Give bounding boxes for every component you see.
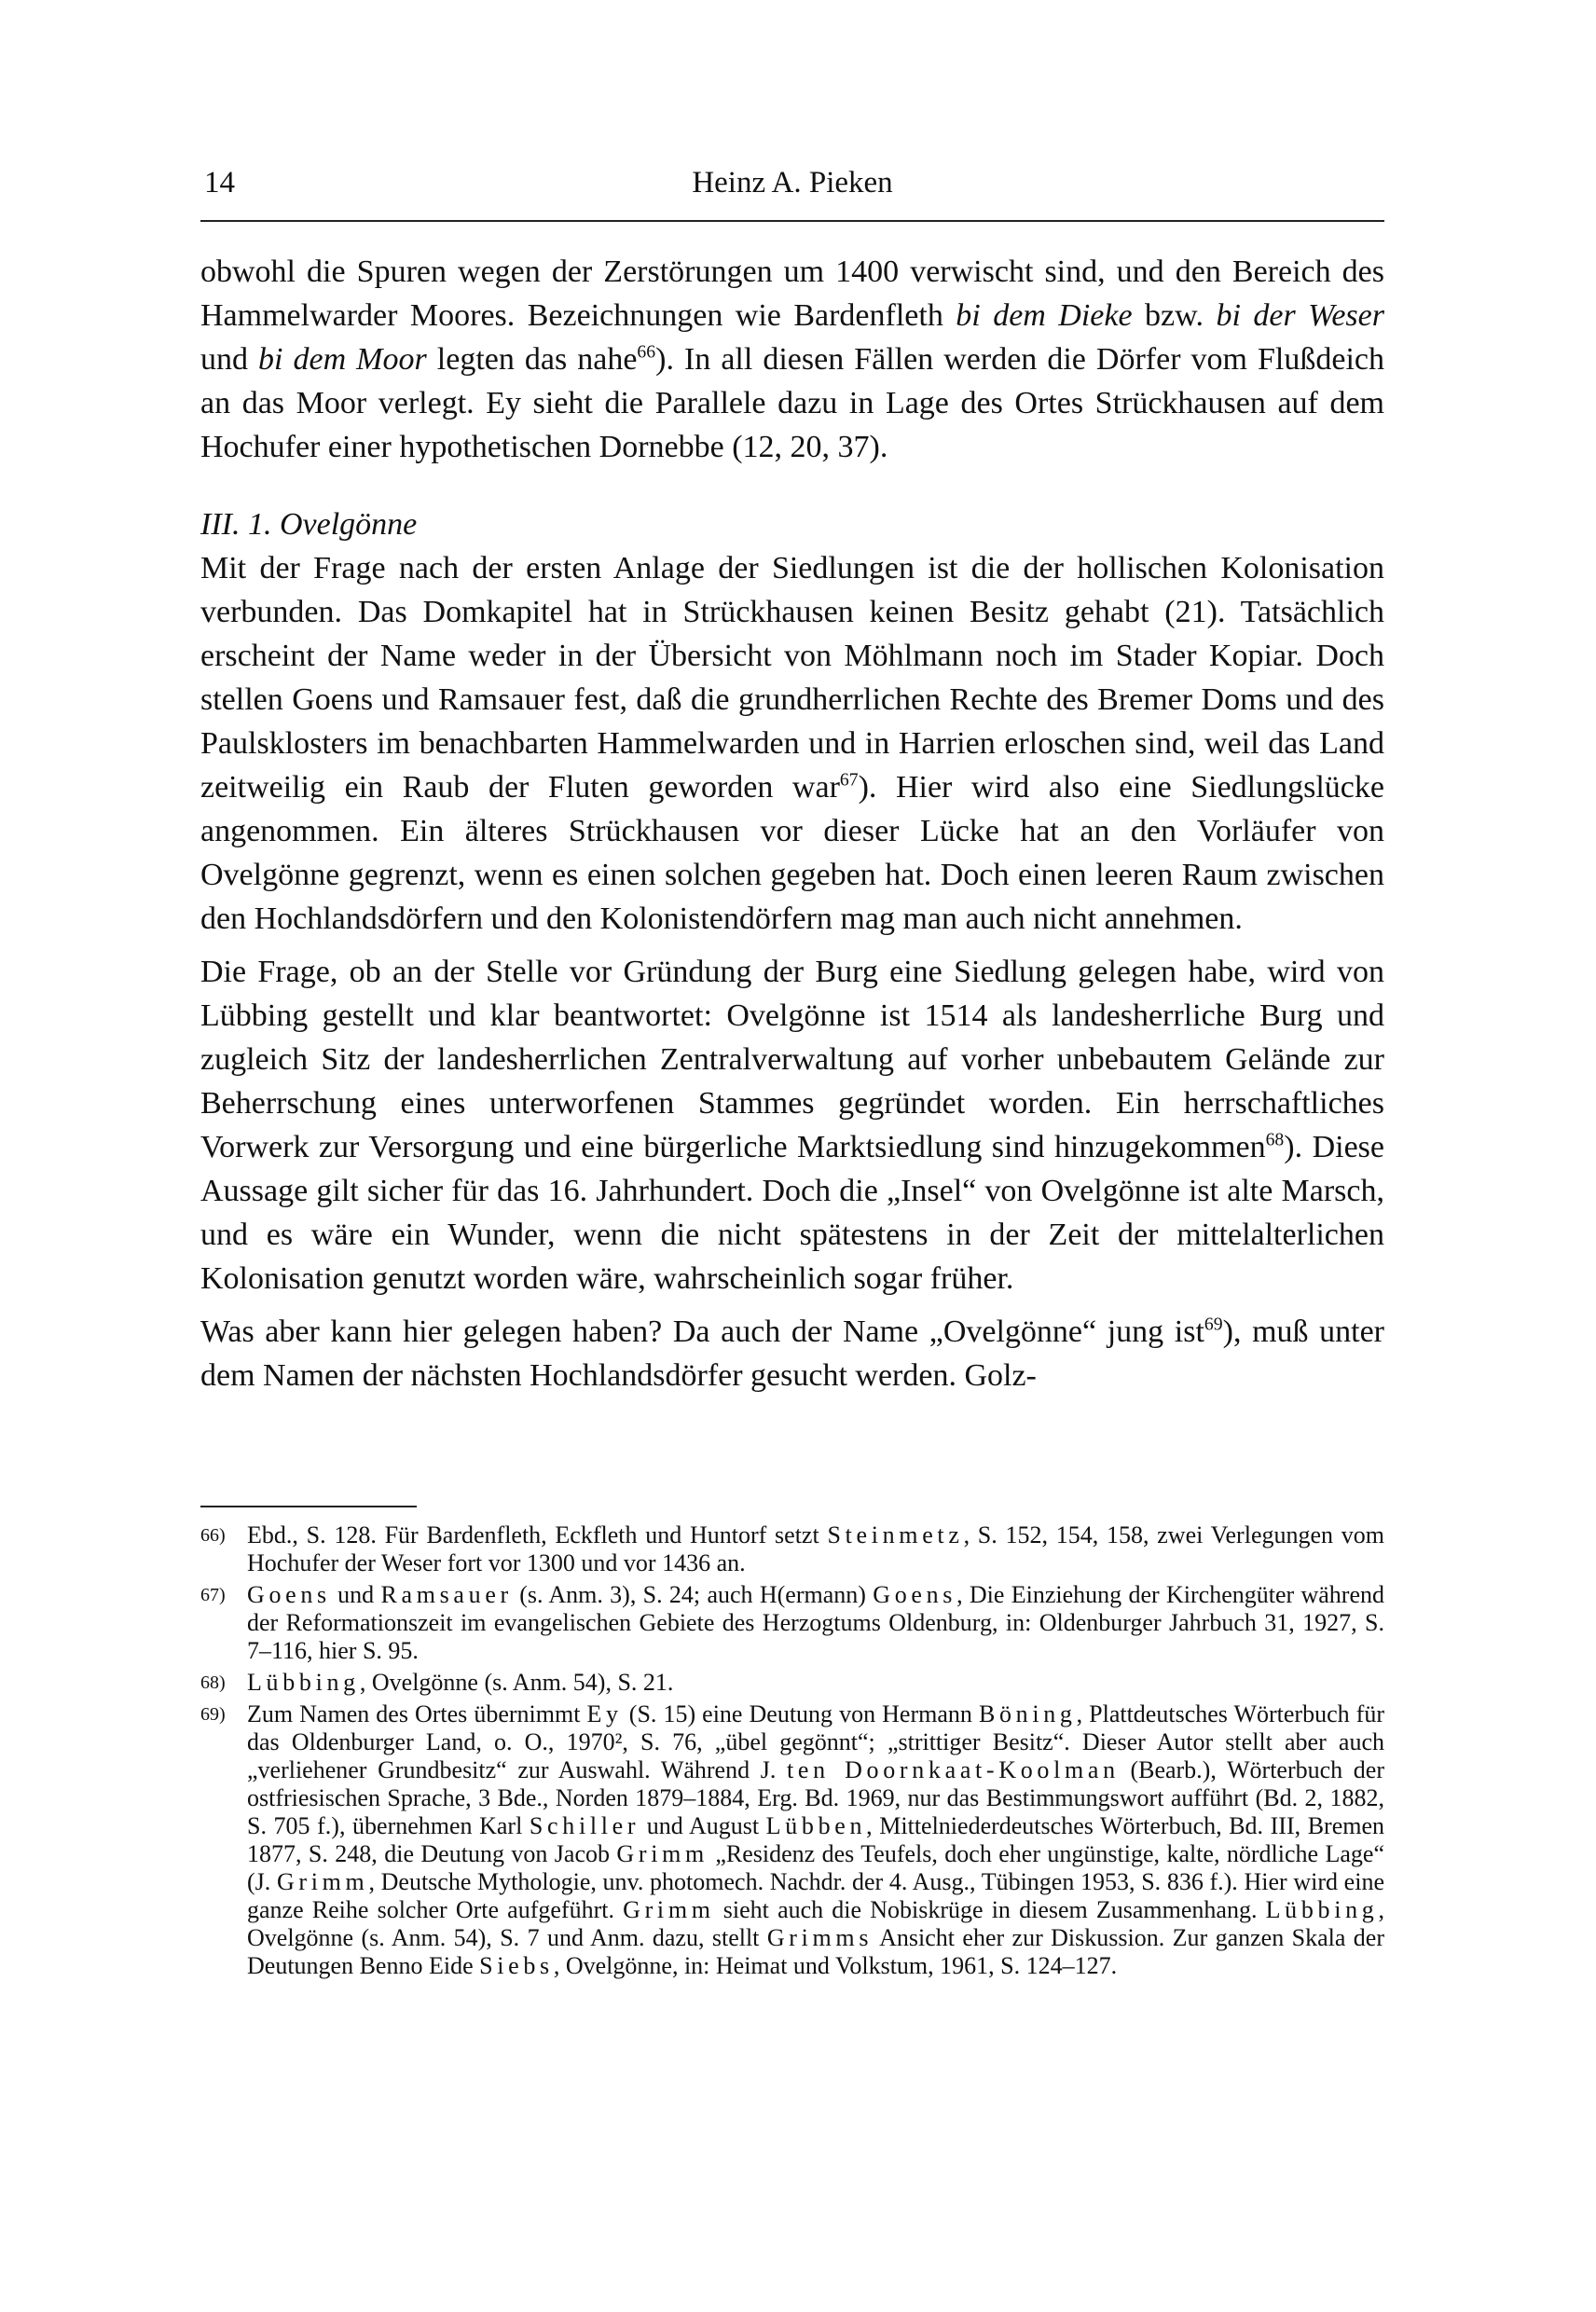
author-name: Böning [978, 1700, 1077, 1727]
text-run: obwohl die Spuren wegen der Zerstörungen um 1400 verwischt sind, und den Bereich des Hammelwarder Moores. Bezeichnungen wie Bardenfleth [200, 255, 1384, 333]
footnote-69 [200, 1700, 1384, 1980]
footnote-68 [200, 1669, 1384, 1697]
text-run: Die Frage, ob an der Stelle vor Gründung der Burg eine Siedlung gelegen habe, wird von Lübbing gestellt und klar beantwortet: Ovelgönne ist 1514 als landesherrliche Burg und zugleich Sitz der landesherrlichen Zentralverwaltung auf vorher unbebautem Gelände zur Beherrschung eines unterworfenen Stammes gegründet worden. Ein herrschaftliches Vorwerk zur Versorgung und eine bürgerliche Marktsiedlung sind hinzugekommen [200, 955, 1384, 1164]
body-text [200, 250, 1384, 1407]
text-run: (S. 15) eine Deutung von Hermann [622, 1700, 979, 1727]
author-name: Lübbing [247, 1669, 360, 1696]
text-run: , Deutsche Mythologie, unv. photomech. Nachdr. der 4. Ausg., Tübingen 1953, S. 836 f.). Hier wird eine ganze Reihe solcher Orte aufgeführt. [247, 1868, 1384, 1923]
footnote-marker: 69) [200, 1704, 226, 1725]
text-run: und [330, 1581, 381, 1608]
author-name: Schiller [529, 1812, 640, 1839]
running-title: Heinz A. Pieken [692, 166, 893, 200]
header-rule [200, 220, 1384, 222]
text-run: und [200, 342, 259, 377]
text-run: und August [640, 1812, 766, 1839]
text-run: (Bearb.), Wörterbuch der ostfriesischen Sprache, 3 Bde., Norden 1879–1884, Erg. Bd. 1969, nur das Bestimmungswort aufführt (Bd. 2, 1882, S. 705 f.), übernehmen Karl [247, 1756, 1384, 1839]
author-name: Grimm [623, 1896, 715, 1923]
text-run: legten das nahe [426, 342, 638, 377]
author-name: Grimm [616, 1840, 709, 1867]
footnote-67 [200, 1581, 1384, 1665]
paragraph-3 [200, 950, 1384, 1300]
text-run: Zum Namen des Ortes übernimmt [247, 1700, 587, 1727]
footnote-marker: 67) [200, 1585, 226, 1605]
footnote-marker: 68) [200, 1672, 226, 1693]
text-run: „Residenz des Teufels, doch eher ungünstige, kalte, nördliche Lage“ (J. [247, 1840, 1385, 1895]
text-run: bzw. [1132, 298, 1217, 333]
footnotes [200, 1521, 1384, 1984]
text-run: ), muß unter dem Namen der nächsten Hochlandsdörfer gesucht werden. Golz- [200, 1314, 1384, 1393]
italic-run: bi dem Dieke [956, 298, 1133, 333]
text-run: , S. 152, 154, 158, zwei Verlegungen vom Hochufer der Weser fort vor 1300 und vor 1436 an. [247, 1521, 1384, 1576]
text-run: , Plattdeutsches Wörterbuch für das Oldenburger Land, o. O., 1970², S. 76, „übel gegönnt“; „strittiger Besitz“. Dieser Autor stellt aber auch „verliehener Grundbesitz“ zur Auswahl. Während J. [247, 1700, 1384, 1783]
footnote-ref-67[interactable]: 67 [839, 769, 859, 791]
text-run: Was aber kann hier gelegen haben? Da auch der Name „Ovelgönne“ jung ist [200, 1314, 1204, 1349]
author-name: Grimms [766, 1924, 874, 1951]
footnote-66 [200, 1521, 1384, 1577]
text-run: , Ovelgönne (s. Anm. 54), S. 21. [359, 1669, 674, 1696]
author-name: Siebs [479, 1952, 554, 1979]
text-run: ). In all diesen Fällen werden die Dörfer vom Flußdeich an das Moor verlegt. Ey sieht die Parallele dazu in Lage des Ortes Strückhausen auf dem Hochufer einer hypothetischen Dornebbe (12, 20, 37). [200, 342, 1385, 464]
text-run: ). Hier wird also eine Siedlungslücke angenommen. Ein älteres Strückhausen vor dieser Lücke hat an den Vorläufer von Ovelgönne gegrenzt, wenn es einen solchen gegeben hat. Doch einen leeren Raum zwischen den Hochlandsdörfern und den Kolonistendörfern mag man auch nicht annehmen. [200, 770, 1384, 936]
author-name: Ramsauer [380, 1581, 513, 1608]
text-run: sieht auch die Nobiskrüge in diesem Zusammenhang. [714, 1896, 1266, 1923]
text-run: , Die Einziehung der Kirchengüter während der Reformationszeit im evangelischen Gebiete des Herzogtums Oldenburg, in: Oldenburger Jahrbuch 31, 1927, S. 7–116, hier S. 95. [247, 1581, 1384, 1664]
text-run: ). Diese Aussage gilt sicher für das 16. Jahrhundert. Doch die „Insel“ von Ovelgönne ist alte Marsch, und es wäre ein Wunder, wenn die nicht spätestens in der Zeit der mittelalterlichen Kolonisation genutzt worden wäre, wahrscheinlich sogar früher. [200, 1130, 1384, 1296]
footnote-ref-68[interactable]: 68 [1265, 1129, 1285, 1150]
author-name: Grimm [276, 1868, 369, 1895]
italic-run: bi dem Moor [258, 342, 427, 377]
footnote-ref-69[interactable]: 69 [1204, 1314, 1223, 1335]
author-name: Goens [873, 1581, 957, 1608]
section-heading: III. 1. Ovelgönne [200, 507, 418, 542]
text-run: , Mittelniederdeutsches Wörterbuch, Bd. III, Bremen 1877, S. 248, die Deutung von Jacob [247, 1812, 1384, 1867]
page-number: 14 [204, 166, 235, 200]
italic-run: bi der Weser [1216, 298, 1384, 333]
footnote-ref-66[interactable]: 66 [637, 341, 656, 363]
paragraph-1 [200, 250, 1384, 469]
author-name: Steinmetz [827, 1521, 964, 1548]
text-run: Ansicht eher zur Diskussion. Zur ganzen Skala der Deutungen Benno Eide [247, 1924, 1384, 1979]
text-run: , Ovelgönne, in: Heimat und Volkstum, 1961, S. 124–127. [553, 1952, 1118, 1979]
paragraph-2 [200, 546, 1384, 941]
text-run: Mit der Frage nach der ersten Anlage der Siedlungen ist die der hollischen Kolonisation verbunden. Das Domkapitel hat in Strückhausen keinen Besitz gehabt (21). Tatsächlich erscheint der Name weder in der Übersicht von Möhlmann noch im Stader Kopiar. Doch stellen Goens und Ramsauer fest, daß die grundherrlichen Rechte des Bremer Doms und des Paulsklosters im benachbarten Hammelwarden und in Harrien erloschen sind, weil das Land zeitweilig ein Raub der Fluten geworden war [200, 551, 1384, 805]
footnote-rule [200, 1506, 417, 1507]
text-run: (s. Anm. 3), S. 24; auch H(ermann) [512, 1581, 874, 1608]
author-name: Lübben [765, 1812, 867, 1839]
footnote-marker: 66) [200, 1525, 226, 1546]
author-name: Ey [586, 1700, 623, 1727]
text-run: Ebd., S. 128. Für Bardenfleth, Eckfleth und Huntorf setzt [247, 1521, 828, 1548]
text-run: , Ovelgönne (s. Anm. 54), S. 7 und Anm. dazu, stellt [247, 1896, 1384, 1951]
author-name: Goens [247, 1581, 331, 1608]
paragraph-4 [200, 1310, 1384, 1397]
running-head [200, 166, 1384, 214]
author-name: Lübbing [1265, 1896, 1379, 1923]
author-name: ten Doornkaat-Koolman [786, 1756, 1120, 1783]
